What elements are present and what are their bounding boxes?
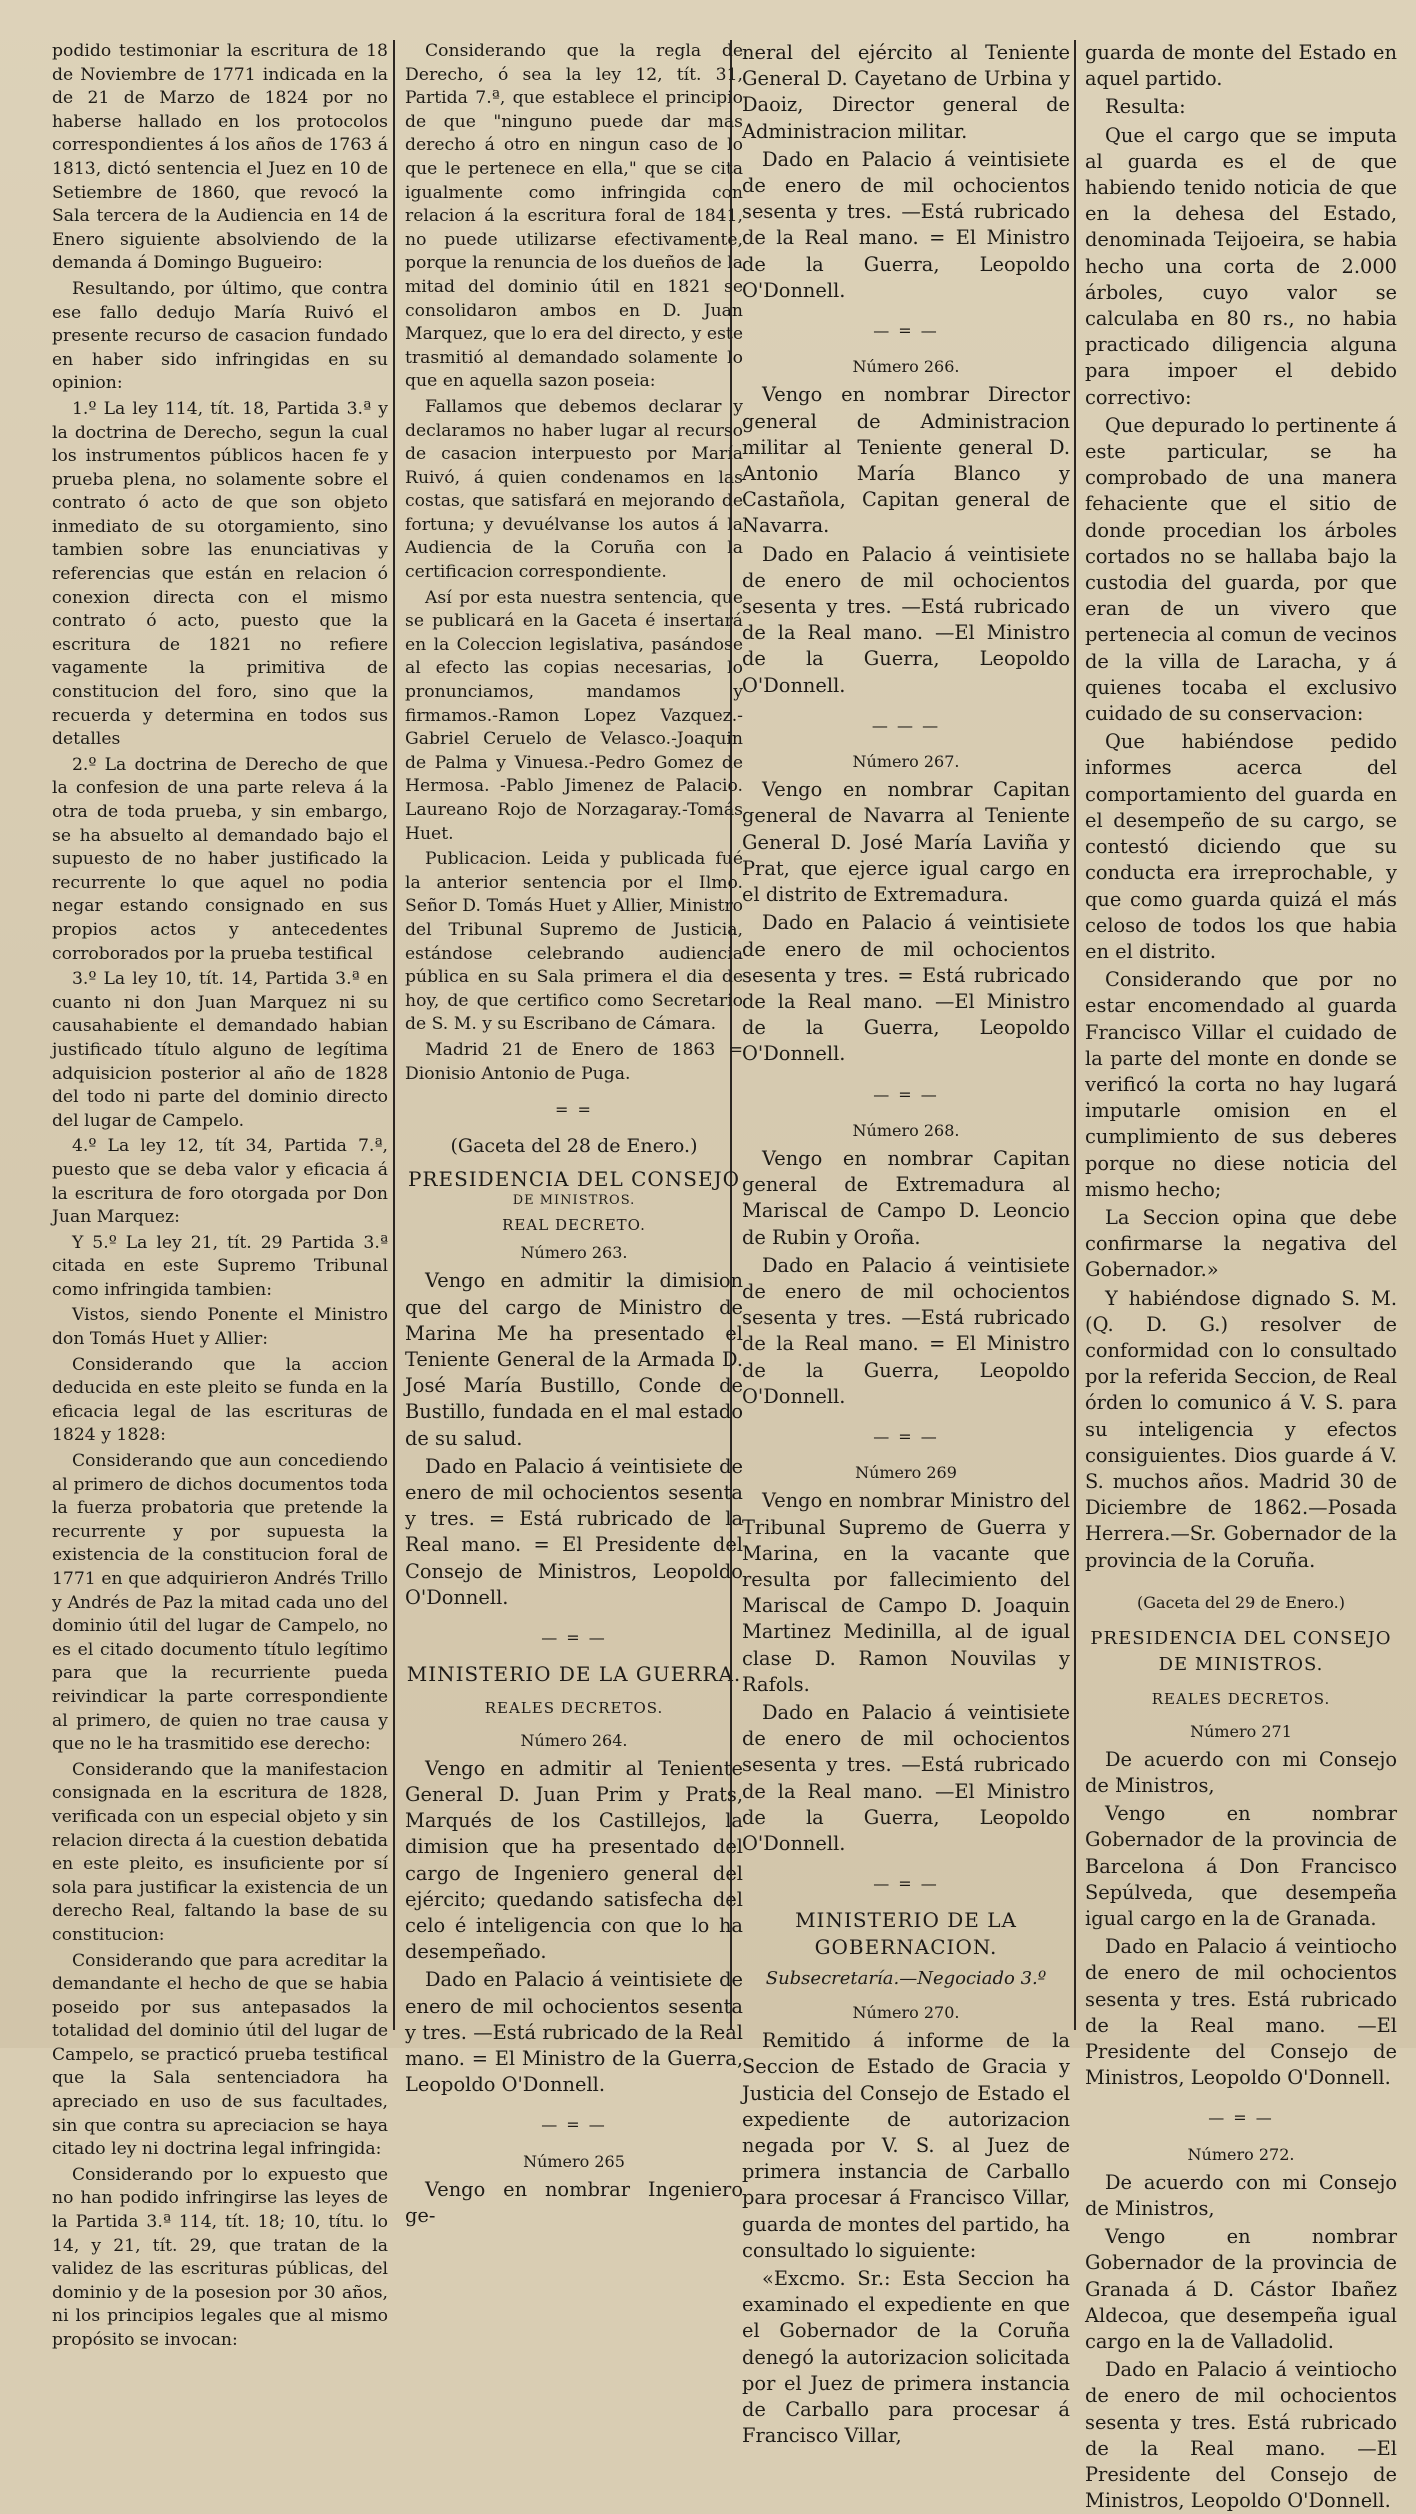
section-heading: PRESIDENCIA DEL CONSEJO DE MINISTROS. (1090, 1627, 1392, 1676)
decree-number: Número 271 (1190, 1721, 1292, 1741)
column-2 (405, 40, 744, 2228)
paragraph: Dado en Palacio á veintisiete de enero de mil ochocientos sesenta y tres. = Está rubricado de la Real mano. —El Ministro de la Guerra, Leopoldo O'Donnell. (742, 911, 1070, 1066)
paragraph: Así por esta nuestra sentencia, que se publicará en la Gaceta é insertará en la Coleccion legislativa, pasándose al efecto las copias necesarias, lo pronunciamos, mandamos y firmamos.-Ramon Lopez Vazquez.-Gabriel Ceruelo de Velasco.-Joaquin de Palma y Vinuesa.-Pedro Gomez de Hermosa. -Pablo Jimenez de Palacio. Laureano Rojo de Norzagaray.-Tomás Huet. (405, 587, 743, 844)
paragraph: neral del ejército al Teniente General D. Cayetano de Urbina y Daoiz, Director general de Administracion militar. (742, 41, 1070, 143)
subsecretaria-label: Subsecretaría.—Negociado 3.º (765, 1967, 1047, 1989)
decree-number: Número 269 (855, 1463, 957, 1483)
paragraph: Dado en Palacio á veintisiete de enero de mil ochocientos sesenta y tres. —Está rubricado de la Real mano. —El Ministro de la Guerra, Leopoldo O'Donnell. (742, 542, 1070, 697)
paragraph: podido testimoniar la escritura de 18 de Noviembre de 1771 indicada en la de 21 de Marzo de 1824 por no haberse hallado en los protocolos correspondientes á los años de 1763 á 1813, dictó sentencia el Juez en 10 de Setiembre de 1860, que revocó la Sala tercera de la Audiencia en 14 de Enero siguiente absolviendo de la demanda á Domingo Bugueiro: (52, 41, 388, 274)
separator: — — — (871, 715, 941, 735)
separator: — = — (541, 2115, 607, 2135)
paragraph: Que depurado lo pertinente á este particular, se ha comprobado de una manera fehaciente que el sitio de donde procedian los árboles cortados no se hallaba bajo la custodia del guarda, por que eran de un vivero que pertenecia al comun de vecinos de la villa de Laracha, y á quienes tocaba el exclusivo cuidado de su conservacion: (1085, 413, 1397, 726)
paragraph: Considerando por lo expuesto que no han podido infringirse las leyes de la Partida 3.ª 114, tít. 18; 10, títu. lo 14, y 21, tít. 29, que tratan de la validez de las escrituras públicas, del dominio y de la posesion por 30 años, ni los principios legales que al mismo propósito se invocan: (52, 2164, 388, 2350)
paragraph: Considerando que por no estar encomendado al guarda Francisco Villar el cuidado de la parte del monte en donde se verificó la corta no hay lugará imputarle omision en el cumplimiento de sus deberes porque no diese noticia del mismo hecho; (1085, 968, 1397, 1201)
decree-number: Número 266. (852, 357, 960, 377)
paragraph: 1.º La ley 114, tít. 18, Partida 3.ª y la doctrina de Derecho, segun la cual los instrumentos públicos hacen fe y prueba plena, no solamente sobre el contrato ó acto de que son objeto inmediato de su otorgamiento, sino tambien sobre las enunciativas y referencias que están en relacion ó conexion directa con el mismo contrato ó acto, puesto que la escritura de 1821 no refiere vagamente la primitiva de constitucion del foro, sino que la recuerda y determina en todos sus detalles (52, 398, 388, 750)
paragraph: 4.º La ley 12, tít 34, Partida 7.ª, puesto que se deba valor y eficacia á la escritura de foro otorgada por Don Juan Marquez: (52, 1136, 388, 1228)
section-heading: MINISTERIO DE LA GOBERNACION. (795, 1908, 1017, 1959)
paragraph: Dado en Palacio á veintisiete de enero de mil ochocientos sesenta y tres. —Está rubricado de la Real mano. = El Ministro de la Guerra, Leopoldo O'Donnell. (742, 147, 1070, 302)
paragraph: Publicacion. Leida y publicada fué la anterior sentencia por el Ilmo. Señor D. Tomás Huet y Allier, Ministro del Tribunal Supremo de Justicia, estándose celebrando audiencia pública en su Sala primera el dia de hoy, de que certifico como Secretario de S. M. y su Escribano de Cámara. (405, 849, 743, 1035)
paragraph: Vengo en nombrar Director general de Administracion militar al Teniente general D. Antonio María Blanco y Castañola, Capitan general de Navarra. (742, 383, 1070, 538)
paragraph: Dado en Palacio á veintiocho de enero de mil ochocientos sesenta y tres. Está rubricado de la Real mano. —El Presidente del Consejo de Ministros, Leopoldo O'Donnell. (1085, 2358, 1397, 2513)
separator: = = (555, 1100, 593, 1120)
separator: — = — (873, 1084, 939, 1104)
paragraph: Vengo en admitir al Teniente General D. Juan Prim y Prats, Marqués de los Castillejos, la dimision que ha presentado del cargo de Ingeniero general del ejército; quedando satisfecha del celo é inteligencia con que lo ha desempeñado. (405, 1756, 743, 1964)
column-rule (393, 40, 395, 2030)
decree-number: Número 268. (852, 1120, 960, 1140)
column-4 (1085, 40, 1397, 2513)
paragraph: Considerando que la accion deducida en este pleito se funda en la eficacia legal de las escrituras de 1824 y 1828: (52, 1354, 388, 1446)
paragraph: Considerando que para acreditar la demandante el hecho de que se habia poseido por sus antepasados la totalidad del dominio útil del lugar de Campelo, se practicó prueba testifical que la Sala sentenciadora ha apreciado en uso de sus facultades, sin que contra su apreciacion se haya citado ley ni doctrina legal infringida: (52, 1950, 388, 2160)
paragraph: Dado en Palacio á veintiocho de enero de mil ochocientos sesenta y tres. Está rubricado de la Real mano. —El Presidente del Consejo de Ministros, Leopoldo O'Donnell. (1085, 1935, 1397, 2090)
paragraph: Y habiéndose dignado S. M. (Q. D. G.) resolver de conformidad con lo consultado por la referida Seccion, de Real órden lo comunico á V. S. para su inteligencia y efectos consiguientes. Dios guarde á V. S. muchos años. Madrid 30 de Diciembre de 1862.—Posada Herrera.—Sr. Gobernador de la provincia de la Coruña. (1085, 1286, 1397, 1572)
paragraph: Que el cargo que se imputa al guarda es el de que habiendo tenido noticia de que en la dehesa del Estado, denominada Teijoeira, se habia hecho una corta de 2.000 árboles, cuyo valor se calculaba en 80 rs., no habia practicado diligencia alguna para impoer el debido correctivo: (1085, 123, 1397, 409)
separator: — = — (873, 1874, 939, 1894)
paragraph: Vengo en nombrar Gobernador de la provincia de Granada á D. Cástor Ibañez Aldecoa, que desempeña igual cargo en la de Valladolid. (1085, 2225, 1397, 2354)
gazette-reference: (Gaceta del 28 de Enero.) (450, 1135, 698, 1158)
decree-number: Número 270. (852, 2003, 960, 2023)
section-heading: PRESIDENCIA DEL CONSEJO (407, 1167, 741, 1192)
separator: — = — (873, 1426, 939, 1446)
paragraph: 2.º La doctrina de Derecho de que la confesion de una parte releva á la otra de toda prueba, y sin embargo, se ha absuelto al demandado bajo el supuesto de no haber justificado la recurrente lo que aquel no podia negar estando consignado en sus propios actos y antecedentes corroborados por la prueba testifical (52, 754, 388, 964)
paragraph: guarda de monte del Estado en aquel partido. (1085, 41, 1397, 91)
separator: — = — (541, 1627, 607, 1647)
paragraph: Dado en Palacio á veintisiete de enero de mil ochocientos sesenta y tres. —Está rubricado de la Real mano. = El Ministro de la Guerra, Leopoldo O'Donnell. (742, 1253, 1070, 1408)
paragraph: Resulta: (1105, 95, 1186, 119)
paragraph: 3.º La ley 10, tít. 14, Partida 3.ª en cuanto ni don Juan Marquez ni su causahabiente el demandado habian justificado título alguno de legítima adquisicion posterior al año de 1828 del todo ni parte del dominio directo del lugar de Campelo. (52, 969, 388, 1131)
decree-heading: REAL DECRETO. (502, 1216, 646, 1235)
decree-number: Número 265 (523, 2151, 625, 2171)
decree-number: Número 272. (1187, 2144, 1295, 2164)
paragraph: Vistos, siendo Ponente el Ministro don Tomás Huet y Allier: (52, 1305, 388, 1350)
decree-number: Número 263. (520, 1243, 628, 1263)
paragraph: Considerando que aun concediendo al primero de dichos documentos toda la fuerza probatoria que pretende la recurrente y por supuesta la existencia de la constitucion foral de 1771 en que adquirieron Andrés Trillo y Andrés de Paz la mitad cada uno del dominio útil del lugar de Campelo, no es el citado documento título legítimo para que la recurriente pueda reivindicar la parte correspondiente al primero, de quien no trae causa y que no le ha trasmitido ese derecho: (52, 1451, 388, 1755)
decree-heading: REALES DECRETOS. (1151, 1690, 1331, 1709)
section-subheading: DE MINISTROS. (512, 1193, 636, 1209)
paragraph: De acuerdo con mi Consejo de Ministros, (1085, 1747, 1397, 1797)
paragraph: Que habiéndose pedido informes acerca del comportamiento del guarda en el desempeño de su cargo, se contestó diciendo que su conducta era irreprochable, y que como guarda quizá el más celoso de todos los que habia en el distrito. (1085, 730, 1397, 963)
paragraph: Dado en Palacio á veintisiete de enero de mil ochocientos sesenta y tres. —Está rubricado de la Real mano. —El Ministro de la Guerra, Leopoldo O'Donnell. (742, 1700, 1070, 1855)
decree-heading: REALES DECRETOS. (484, 1699, 664, 1718)
paragraph: Vengo en nombrar Capitan general de Navarra al Teniente General D. José María Laviña y Prat, que ejerce igual cargo en el distrito de Extremadura. (742, 778, 1070, 907)
paragraph: Y 5.º La ley 21, tít. 29 Partida 3.ª citada en este Supremo Tribunal como infringida tambien: (52, 1232, 388, 1300)
paragraph: Dado en Palacio á veintisiete de enero de mil ochocientos sesenta y tres. = Está rubricado de la Real mano. = El Presidente del Consejo de Ministros, Leopoldo O'Donnell. (405, 1454, 743, 1609)
paragraph: Vengo en nombrar Ingeniero ge- (405, 2177, 743, 2228)
paragraph: Vengo en nombrar Capitan general de Extremadura al Mariscal de Campo D. Leoncio de Rubin y Oroña. (742, 1146, 1070, 1249)
paragraph: Remitido á informe de la Seccion de Estado de Gracia y Justicia del Consejo de Estado el expediente de autorizacion negada por V. S. al Juez de primera instancia de Carballo para procesar á Francisco Villar, guarda de montes del partido, ha consultado lo siguiente: (742, 2029, 1070, 2262)
paragraph: Vengo en admitir la dimision que del cargo de Ministro de Marina Me ha presentado el Teniente General de la Armada D. José María Bustillo, Conde de Bustillo, fundada en el mal estado de su salud. (405, 1269, 743, 1450)
column-rule (1074, 40, 1076, 2030)
date-signature: Madrid 21 de Enero de 1863 = Dionisio Antonio de Puga. (405, 1039, 743, 1084)
decree-number: Número 264. (520, 1730, 628, 1750)
column-1 (52, 40, 388, 2350)
paragraph: Fallamos que debemos declarar y declaramos no haber lugar al recurso de casacion interpuesto por María Ruivó, á quien condenamos en las costas, que satisfará en mejorando de fortuna; y devuélvanse los autos á la Audiencia de la Coruña con la certificacion correspondiente. (405, 396, 743, 583)
paragraph: Dado en Palacio á veintisiete de enero de mil ochocientos sesenta y tres. —Está rubricado de la Real mano. = El Ministro de la Guerra, Leopoldo O'Donnell. (405, 1968, 743, 2097)
paragraph: Vengo en nombrar Gobernador de la provincia de Barcelona á Don Francisco Sepúlveda, que desempeña igual cargo en la de Granada. (1085, 1802, 1397, 1931)
decree-number: Número 267. (852, 752, 960, 772)
section-heading: MINISTERIO DE LA GUERRA. (406, 1662, 742, 1687)
separator: — = — (1208, 2108, 1274, 2128)
paragraph: Considerando que la regla de Derecho, ó sea la ley 12, tít. 31, Partida 7.ª, que establece el principio de que "ninguno puede dar mas derecho á otro en ningun caso de lo que le pertenece en ella," que se cita igualmente como infringida con relacion á la escritura foral de 1841, no puede utilizarse efectivamente, porque la renuncia de los dueños de la mitad del dominio útil en 1821 se consolidaron ambos en D. Juan Marquez, que lo era del directo, y este trasmitió al demandado solamente lo que en aquella sazon poseia: (405, 41, 744, 392)
paragraph: De acuerdo con mi Consejo de Ministros, (1085, 2170, 1397, 2221)
column-3 (742, 40, 1070, 2448)
paragraph: La Seccion opina que debe confirmarse la negativa del Gobernador.» (1085, 1205, 1397, 1282)
paragraph: Considerando que la manifestacion consignada en la escritura de 1828, verificada con un especial objeto y sin relacion directa á la cuestion debatida en este pleito, es insuficiente por sí sola para justificar la existencia de un derecho Real, faltando la base de su constitucion: (52, 1759, 388, 1945)
paragraph: «Excmo. Sr.: Esta Seccion ha examinado el expediente en que el Gobernador de la Coruña denegó la autorizacion solicitada por el Juez de primera instancia de Carballo para procesar á Francisco Villar, (742, 2267, 1070, 2448)
gazette-reference: (Gaceta del 29 de Enero.) (1137, 1592, 1345, 1612)
paragraph: Vengo en nombrar Ministro del Tribunal Supremo de Guerra y Marina, en la vacante que resulta por fallecimiento del Mariscal de Campo D. Joaquin Martinez Medinilla, al de igual clase D. Ramon Nouvilas y Rafols. (742, 1489, 1070, 1696)
paragraph: Resultando, por último, que contra ese fallo dedujo María Ruivó el presente recurso de casacion fundado en haber sido infringidas en su opinion: (52, 278, 388, 394)
separator: — = — (873, 321, 939, 341)
